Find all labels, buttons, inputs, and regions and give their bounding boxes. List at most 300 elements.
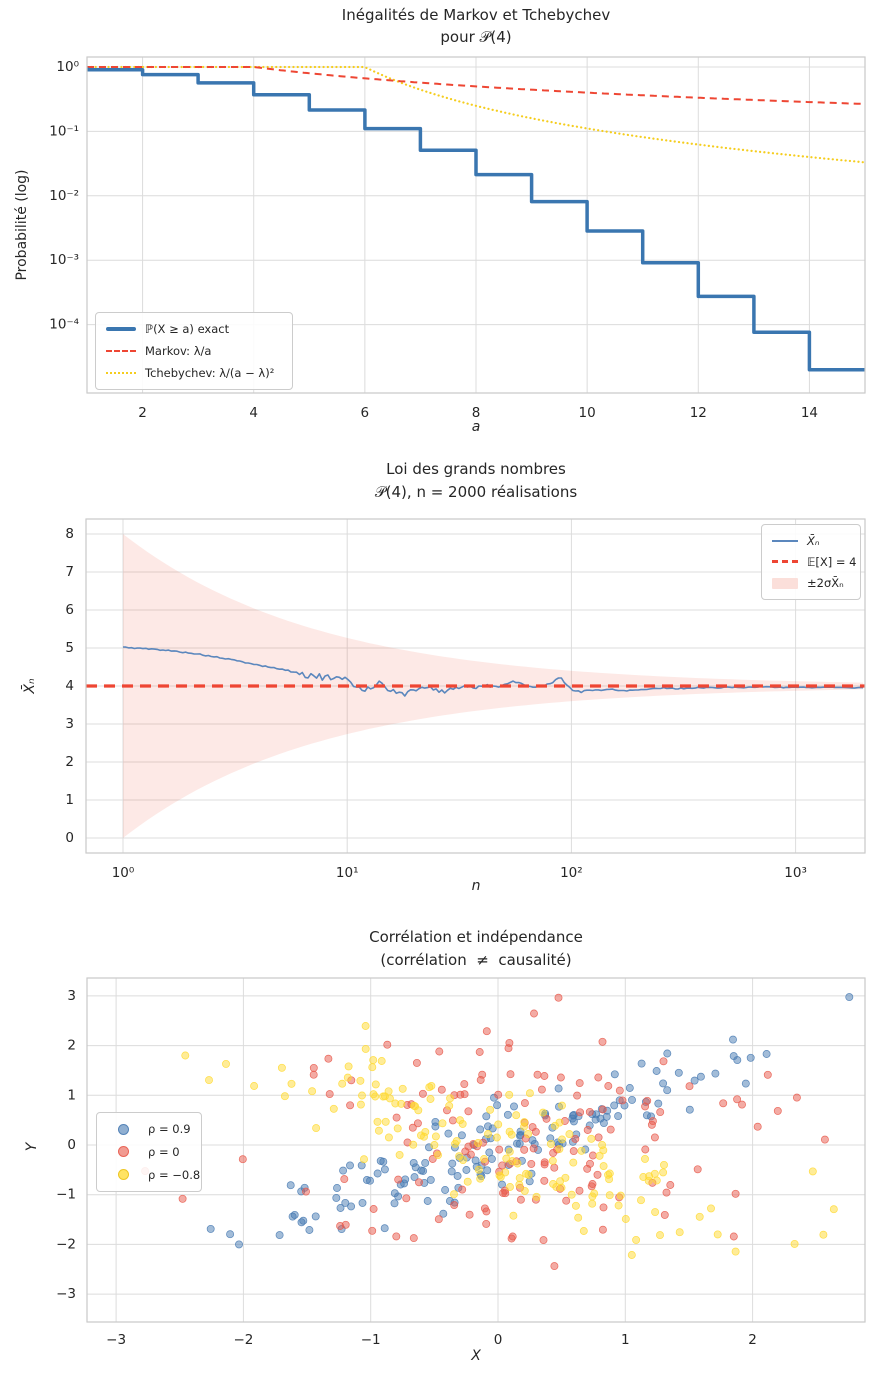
tchebychev-line-swatch	[106, 372, 136, 374]
y-tick-label: 3	[67, 987, 76, 1004]
scatter-point	[664, 1050, 671, 1057]
scatter-point	[450, 1191, 457, 1198]
chart1-title: Inégalités de Markov et Tchebychev	[341, 6, 611, 24]
legend-entry-expectation	[772, 554, 857, 569]
scatter-point	[448, 1168, 455, 1175]
scatter-point	[529, 1137, 536, 1144]
scatter-point	[276, 1232, 283, 1239]
y-tick-label: 10⁻¹	[49, 123, 79, 140]
scatter-point	[222, 1060, 229, 1067]
scatter-point	[742, 1080, 749, 1087]
y-tick-label: 8	[65, 526, 74, 542]
chart3-x-axis-label: X	[471, 1348, 481, 1364]
scatter-point	[541, 1161, 548, 1168]
scatter-point	[363, 1176, 370, 1183]
scatter-point	[449, 1160, 456, 1167]
scatter-point	[362, 1022, 369, 1029]
scatter-point	[235, 1241, 242, 1248]
scatter-point	[393, 1114, 400, 1121]
legend-entry-markov	[106, 344, 282, 358]
scatter-point	[686, 1083, 693, 1090]
scatter-point	[660, 1080, 667, 1087]
chart2-y-axis-label: X̄ₙ	[22, 678, 38, 694]
scatter-point	[502, 1169, 509, 1176]
scatter-point	[456, 1153, 463, 1160]
scatter-point	[239, 1156, 246, 1163]
scatter-point	[633, 1236, 640, 1243]
scatter-point	[652, 1209, 659, 1216]
scatter-point	[510, 1103, 517, 1110]
scatter-point	[570, 1159, 577, 1166]
scatter-point	[791, 1240, 798, 1247]
scatter-point	[369, 1227, 376, 1234]
scatter-point	[763, 1050, 770, 1057]
scatter-point	[464, 1178, 471, 1185]
scatter-point	[821, 1136, 828, 1143]
scatter-point	[538, 1086, 545, 1093]
scatter-point	[615, 1113, 622, 1120]
legend-label-tchebychev: Tchebychev: λ/(a − λ)²	[145, 366, 275, 380]
scatter-point	[454, 1172, 461, 1179]
scatter-point	[570, 1148, 577, 1155]
scatter-point	[483, 1113, 490, 1120]
scatter-point	[475, 1166, 482, 1173]
chart2	[65, 519, 865, 881]
scatter-point	[310, 1064, 317, 1071]
scatter-point	[326, 1091, 333, 1098]
scatter-point	[475, 1139, 482, 1146]
y-tick-label: 7	[65, 564, 74, 580]
scatter-point	[600, 1120, 607, 1127]
legend-label-rho-positive: ρ = 0.9	[148, 1122, 191, 1137]
scatter-point	[342, 1221, 349, 1228]
scatter-point	[457, 1091, 464, 1098]
scatter-point	[676, 1229, 683, 1236]
scatter-point	[313, 1125, 320, 1132]
scatter-point	[580, 1227, 587, 1234]
scatter-point	[686, 1106, 693, 1113]
x-tick-label: 10³	[784, 865, 807, 881]
scatter-point	[569, 1112, 576, 1119]
scatter-point	[566, 1131, 573, 1138]
legend-label-rho-zero: ρ = 0	[148, 1144, 180, 1159]
scatter-point	[551, 1263, 558, 1270]
scatter-point	[288, 1080, 295, 1087]
scatter-point	[595, 1134, 602, 1141]
scatter-point	[340, 1167, 347, 1174]
scatter-point	[370, 1091, 377, 1098]
scatter-point	[424, 1197, 431, 1204]
scatter-point	[568, 1191, 575, 1198]
scatter-point	[436, 1048, 443, 1055]
scatter-point	[526, 1178, 533, 1185]
scatter-point	[793, 1094, 800, 1101]
scatter-point	[370, 1057, 377, 1064]
x-tick-label: 1	[621, 1332, 630, 1348]
scatter-point	[619, 1097, 626, 1104]
scatter-point	[325, 1055, 332, 1062]
scatter-point	[563, 1197, 570, 1204]
running-mean-swatch	[772, 540, 798, 542]
scatter-point	[653, 1177, 660, 1184]
scatter-point	[712, 1070, 719, 1077]
scatter-point	[588, 1135, 595, 1142]
scatter-point	[339, 1080, 346, 1087]
scatter-point	[359, 1199, 366, 1206]
scatter-point	[483, 1220, 490, 1227]
legend-entry-exact	[106, 322, 282, 336]
scatter-point	[506, 1091, 513, 1098]
scatter-point	[426, 1084, 433, 1091]
scatter-point	[360, 1156, 367, 1163]
scatter-point	[449, 1117, 456, 1124]
scatter-point	[461, 1081, 468, 1088]
scatter-point	[651, 1134, 658, 1141]
scatter-point	[577, 1109, 584, 1116]
x-tick-label: −2	[233, 1332, 254, 1348]
scatter-point	[578, 1147, 585, 1154]
scatter-point	[514, 1160, 521, 1167]
scatter-point	[410, 1235, 417, 1242]
scatter-point	[344, 1074, 351, 1081]
scatter-point	[642, 1103, 649, 1110]
scatter-point	[394, 1125, 401, 1132]
scatter-point	[399, 1085, 406, 1092]
scatter-point	[391, 1200, 398, 1207]
legend-label-band: ±2σX̄ₙ	[807, 576, 844, 591]
scatter-point	[729, 1036, 736, 1043]
scatter-point	[774, 1107, 781, 1114]
x-tick-label: −3	[106, 1332, 127, 1348]
x-tick-label: 10²	[560, 865, 583, 881]
scatter-point	[420, 1133, 427, 1140]
scatter-point	[438, 1086, 445, 1093]
scatter-point	[472, 1157, 479, 1164]
chart2-x-axis-label: n	[471, 878, 481, 894]
x-tick-label: 10⁰	[111, 865, 135, 881]
markov-line-swatch	[106, 350, 136, 352]
rho-negative-dot-swatch	[118, 1169, 129, 1180]
scatter-point	[445, 1130, 452, 1137]
scatter-point	[413, 1059, 420, 1066]
scatter-point	[516, 1181, 523, 1188]
x-tick-label: 8	[471, 405, 481, 421]
scatter-point	[391, 1190, 398, 1197]
scatter-point	[586, 1160, 593, 1167]
scatter-point	[589, 1152, 596, 1159]
scatter-point	[617, 1192, 624, 1199]
legend-label-markov: Markov: λ/a	[145, 344, 212, 358]
x-tick-label: 0	[493, 1332, 503, 1348]
scatter-point	[506, 1148, 513, 1155]
scatter-point	[661, 1211, 668, 1218]
scatter-point	[509, 1233, 516, 1240]
y-tick-label: 2	[65, 754, 74, 770]
scatter-point	[572, 1135, 579, 1142]
y-tick-label: 10⁻⁴	[49, 316, 79, 333]
scatter-point	[517, 1196, 524, 1203]
scatter-point	[439, 1120, 446, 1127]
scatter-point	[555, 994, 562, 1001]
scatter-point	[611, 1071, 618, 1078]
legend-entry-rho-zero	[107, 1145, 191, 1159]
scatter-point	[506, 1039, 513, 1046]
scatter-point	[503, 1155, 510, 1162]
y-tick-label: 1	[67, 1087, 76, 1104]
scatter-point	[504, 1111, 511, 1118]
scatter-point	[510, 1212, 517, 1219]
scatter-point	[375, 1127, 382, 1134]
scatter-point	[281, 1093, 288, 1100]
scatter-point	[508, 1131, 515, 1138]
scatter-point	[477, 1126, 484, 1133]
legend-label-exact: ℙ(X ≥ a) exact	[145, 322, 230, 336]
scatter-point	[467, 1151, 474, 1158]
scatter-point	[576, 1080, 583, 1087]
scatter-point	[395, 1176, 402, 1183]
scatter-point	[605, 1082, 612, 1089]
scatter-point	[730, 1053, 737, 1060]
chart2-title: Loi des grands nombres	[386, 460, 566, 478]
scatter-point	[540, 1237, 547, 1244]
exact-line-swatch	[106, 327, 136, 331]
scatter-point	[422, 1159, 429, 1166]
scatter-point	[588, 1183, 595, 1190]
scatter-point	[655, 1100, 662, 1107]
scatter-point	[528, 1160, 535, 1167]
scatter-point	[302, 1188, 309, 1195]
y-tick-label: 10⁻²	[49, 187, 79, 204]
expectation-line-swatch	[772, 560, 798, 563]
scatter-point	[764, 1071, 771, 1078]
chart2-legend	[761, 524, 861, 600]
scatter-point	[697, 1073, 704, 1080]
scatter-point	[447, 1095, 454, 1102]
scatter-point	[541, 1177, 548, 1184]
scatter-point	[558, 1102, 565, 1109]
scatter-point	[732, 1190, 739, 1197]
scatter-point	[392, 1100, 399, 1107]
x-tick-label: 6	[360, 405, 370, 421]
scatter-point	[312, 1213, 319, 1220]
scatter-point	[513, 1112, 520, 1119]
scatter-point	[607, 1126, 614, 1133]
scatter-point	[846, 994, 853, 1001]
scatter-point	[385, 1134, 392, 1141]
scatter-point	[641, 1155, 648, 1162]
scatter-point	[419, 1090, 426, 1097]
scatter-point	[487, 1106, 494, 1113]
scatter-point	[499, 1162, 506, 1169]
scatter-point	[442, 1186, 449, 1193]
scatter-point	[747, 1054, 754, 1061]
y-tick-label: 5	[65, 640, 74, 656]
scatter-point	[586, 1108, 593, 1115]
y-tick-label: 10⁰	[56, 59, 79, 75]
scatter-point	[410, 1141, 417, 1148]
y-tick-label: 1	[65, 792, 74, 808]
scatter-point	[595, 1074, 602, 1081]
scatter-point	[660, 1161, 667, 1168]
scatter-point	[380, 1158, 387, 1165]
scatter-point	[820, 1231, 827, 1238]
scatter-point	[526, 1090, 533, 1097]
scatter-point	[477, 1175, 484, 1182]
scatter-point	[558, 1136, 565, 1143]
legend-entry-tchebychev	[106, 366, 282, 380]
scatter-point	[298, 1219, 305, 1226]
y-tick-label: −2	[56, 1236, 76, 1253]
scatter-point	[289, 1213, 296, 1220]
scatter-point	[466, 1211, 473, 1218]
scatter-point	[409, 1124, 416, 1131]
scatter-point	[714, 1231, 721, 1238]
scatter-point	[599, 1038, 606, 1045]
scatter-point	[530, 1010, 537, 1017]
scatter-point	[732, 1248, 739, 1255]
scatter-point	[458, 1132, 465, 1139]
scatter-point	[600, 1163, 607, 1170]
x-tick-label: 2	[748, 1332, 757, 1348]
legend-label-rho-negative: ρ = −0.8	[148, 1167, 201, 1182]
x-tick-label: 10¹	[335, 865, 359, 881]
chart2-series	[86, 534, 865, 838]
scatter-point	[348, 1203, 355, 1210]
scatter-point	[378, 1057, 385, 1064]
scatter-point	[574, 1092, 581, 1099]
scatter-point	[357, 1101, 364, 1108]
scatter-point	[396, 1151, 403, 1158]
scatter-point	[648, 1121, 655, 1128]
band-swatch	[772, 578, 798, 589]
y-tick-label: 10⁻³	[49, 252, 79, 269]
scatter-point	[660, 1058, 667, 1065]
scatter-point	[507, 1071, 514, 1078]
scatter-point	[494, 1102, 501, 1109]
scatter-point	[476, 1048, 483, 1055]
scatter-point	[656, 1232, 663, 1239]
scatter-point	[278, 1064, 285, 1071]
scatter-point	[534, 1071, 541, 1078]
scatter-point	[427, 1176, 434, 1183]
chart1-y-axis-label: Probabilité (log)	[14, 169, 30, 281]
scatter-point	[525, 1130, 532, 1137]
scatter-point	[651, 1170, 658, 1177]
scatter-point	[506, 1183, 513, 1190]
scatter-point	[374, 1118, 381, 1125]
x-tick-label: 12	[689, 405, 707, 421]
chart2-subtitle: 𝒫(4), n = 2000 réalisations	[374, 483, 578, 501]
scatter-point	[589, 1193, 596, 1200]
legend-label-running-mean: X̄ₙ	[807, 533, 820, 548]
scatter-point	[694, 1166, 701, 1173]
scatter-point	[696, 1213, 703, 1220]
scatter-point	[628, 1251, 635, 1258]
scatter-point	[830, 1206, 837, 1213]
scatter-point	[675, 1069, 682, 1076]
y-tick-label: 2	[67, 1037, 76, 1054]
scatter-point	[707, 1205, 714, 1212]
scatter-point	[521, 1123, 528, 1130]
scatter-point	[606, 1192, 613, 1199]
scatter-point	[600, 1147, 607, 1154]
scatter-point	[484, 1130, 491, 1137]
chart1-legend	[95, 312, 293, 390]
scatter-point	[251, 1082, 258, 1089]
scatter-point	[557, 1074, 564, 1081]
scatter-point	[493, 1134, 500, 1141]
y-tick-label: 0	[65, 830, 74, 846]
scatter-point	[521, 1146, 528, 1153]
chart3-title: Corrélation et indépendance	[369, 928, 583, 946]
scatter-point	[435, 1216, 442, 1223]
scatter-point	[576, 1187, 583, 1194]
scatter-point	[333, 1184, 340, 1191]
scatter-point	[372, 1081, 379, 1088]
scatter-point	[418, 1167, 425, 1174]
scatter-point	[207, 1225, 214, 1232]
scatter-point	[182, 1052, 189, 1059]
scatter-point	[483, 1208, 490, 1215]
scatter-point	[616, 1087, 623, 1094]
scatter-point	[754, 1123, 761, 1130]
scatter-point	[434, 1152, 441, 1159]
scatter-point	[516, 1175, 523, 1182]
scatter-point	[306, 1226, 313, 1233]
scatter-point	[362, 1045, 369, 1052]
y-tick-label: −1	[56, 1186, 76, 1203]
scatter-point	[463, 1166, 470, 1173]
scatter-point	[557, 1178, 564, 1185]
y-tick-label: 6	[65, 602, 74, 618]
scatter-point	[384, 1041, 391, 1048]
scatter-point	[346, 1162, 353, 1169]
scatter-point	[551, 1164, 558, 1171]
scatter-point	[555, 1085, 562, 1092]
scatter-point	[357, 1077, 364, 1084]
scatter-point	[432, 1118, 439, 1125]
scatter-point	[341, 1176, 348, 1183]
scatter-point	[179, 1195, 186, 1202]
scatter-point	[691, 1077, 698, 1084]
scatter-point	[495, 1091, 502, 1098]
scatter-point	[459, 1186, 466, 1193]
scatter-point	[451, 1202, 458, 1209]
scatter-point	[638, 1060, 645, 1067]
markov-bound-curve	[87, 67, 864, 104]
scatter-point	[516, 1140, 523, 1147]
scatter-point	[720, 1100, 727, 1107]
chart3-subtitle: (corrélation ≠ causalité)	[380, 951, 572, 969]
chart1-subtitle: pour 𝒫(4)	[440, 28, 512, 46]
scatter-point	[663, 1189, 670, 1196]
scatter-point	[427, 1095, 434, 1102]
scatter-point	[572, 1202, 579, 1209]
scatter-point	[479, 1071, 486, 1078]
scatter-point	[484, 1167, 491, 1174]
scatter-point	[432, 1133, 439, 1140]
scatter-point	[337, 1204, 344, 1211]
scatter-point	[730, 1233, 737, 1240]
scatter-point	[541, 1072, 548, 1079]
scatter-point	[452, 1140, 459, 1147]
scatter-point	[600, 1204, 607, 1211]
scatter-point	[369, 1064, 376, 1071]
rho-positive-dot-swatch	[118, 1124, 129, 1135]
scatter-point	[589, 1200, 596, 1207]
scatter-point	[529, 1124, 536, 1131]
scatter-point	[539, 1109, 546, 1116]
